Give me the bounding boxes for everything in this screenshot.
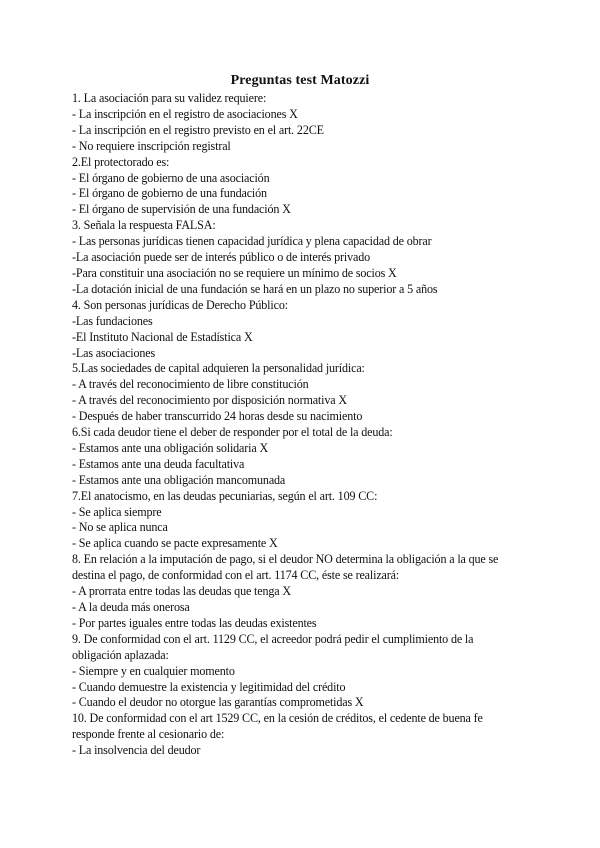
- text-line: - No se aplica nunca: [72, 520, 168, 535]
- text-line: - Estamos ante una obligación solidaria X: [72, 440, 269, 455]
- text-line: 2.El protectorado es:: [72, 154, 170, 169]
- text-line: - A través del reconocimiento de libre constitución: [72, 377, 309, 392]
- text-line: -La asociación puede ser de interés público o de interés privado: [72, 250, 370, 265]
- text-line: - Siempre y en cualquier momento: [72, 663, 235, 678]
- text-line: -Las fundaciones: [72, 313, 153, 328]
- document-title: Preguntas test Matozzi: [230, 73, 370, 88]
- text-line: 10. De conformidad con el art 1529 CC, en la cesión de créditos, el cedente de buena fe: [72, 711, 483, 726]
- text-line: - El órgano de gobierno de una fundación: [72, 186, 267, 201]
- text-line: - Después de haber transcurrido 24 horas desde su nacimiento: [72, 409, 363, 424]
- text-line: - Se aplica cuando se pacte expresamente X: [72, 536, 278, 551]
- text-line: - A prorrata entre todas las deudas que tenga X: [72, 584, 291, 599]
- text-line: - La insolvencia del deudor: [72, 743, 201, 758]
- text-line: 9. De conformidad con el art. 1129 CC, el acreedor podrá pedir el cumplimiento de la: [72, 631, 474, 646]
- text-line: - Las personas jurídicas tienen capacidad jurídica y plena capacidad de obrar: [72, 234, 432, 249]
- text-line: 6.Si cada deudor tiene el deber de responder por el total de la deuda:: [72, 425, 393, 440]
- text-line: obligación aplazada:: [72, 647, 169, 662]
- text-line: 7.El anatocismo, en las deudas pecuniarias, según el art. 109 CC:: [72, 488, 378, 503]
- text-line: -El Instituto Nacional de Estadística X: [72, 329, 253, 344]
- text-line: 4. Son personas jurídicas de Derecho Público:: [72, 297, 288, 312]
- text-line: - El órgano de gobierno de una asociación: [72, 170, 270, 185]
- text-line: -Para constituir una asociación no se requiere un mínimo de socios X: [72, 265, 397, 280]
- text-line: - Estamos ante una obligación mancomunada: [72, 472, 286, 487]
- text-line: - Se aplica siempre: [72, 504, 162, 519]
- text-line: - A la deuda más onerosa: [72, 600, 190, 614]
- text-line: 5.Las sociedades de capital adquieren la personalidad jurídica:: [72, 361, 365, 376]
- text-line: - A través del reconocimiento por disposición normativa X: [72, 393, 347, 408]
- text-line: destina el pago, de conformidad con el art. 1174 CC, éste se realizará:: [72, 568, 400, 583]
- text-line: 3. Señala la respuesta FALSA:: [72, 218, 216, 233]
- text-line: -La dotación inicial de una fundación se hará en un plazo no superior a 5 años: [72, 281, 438, 296]
- text-line: 8. En relación a la imputación de pago, si el deudor NO determina la obligación a la que se: [72, 552, 499, 567]
- text-line: - Estamos ante una deuda facultativa: [72, 456, 245, 471]
- document-body: [72, 91, 542, 759]
- text-line: - La inscripción en el registro previsto en el art. 22CE: [72, 122, 324, 137]
- text-line: - La inscripción en el registro de asociaciones X: [72, 106, 298, 121]
- text-line: - Por partes iguales entre todas las deudas existentes: [72, 615, 317, 630]
- text-line: 1. La asociación para su validez requiere:: [72, 91, 267, 105]
- text-line: responde frente al cesionario de:: [72, 727, 225, 742]
- text-line: -Las asociaciones: [72, 345, 156, 360]
- text-line: - Cuando el deudor no otorgue las garantías comprometidas X: [72, 695, 364, 710]
- text-line: - El órgano de supervisión de una fundación X: [72, 202, 291, 217]
- text-line: - Cuando demuestre la existencia y legitimidad del crédito: [72, 679, 346, 694]
- text-line: - No requiere inscripción registral: [72, 138, 231, 153]
